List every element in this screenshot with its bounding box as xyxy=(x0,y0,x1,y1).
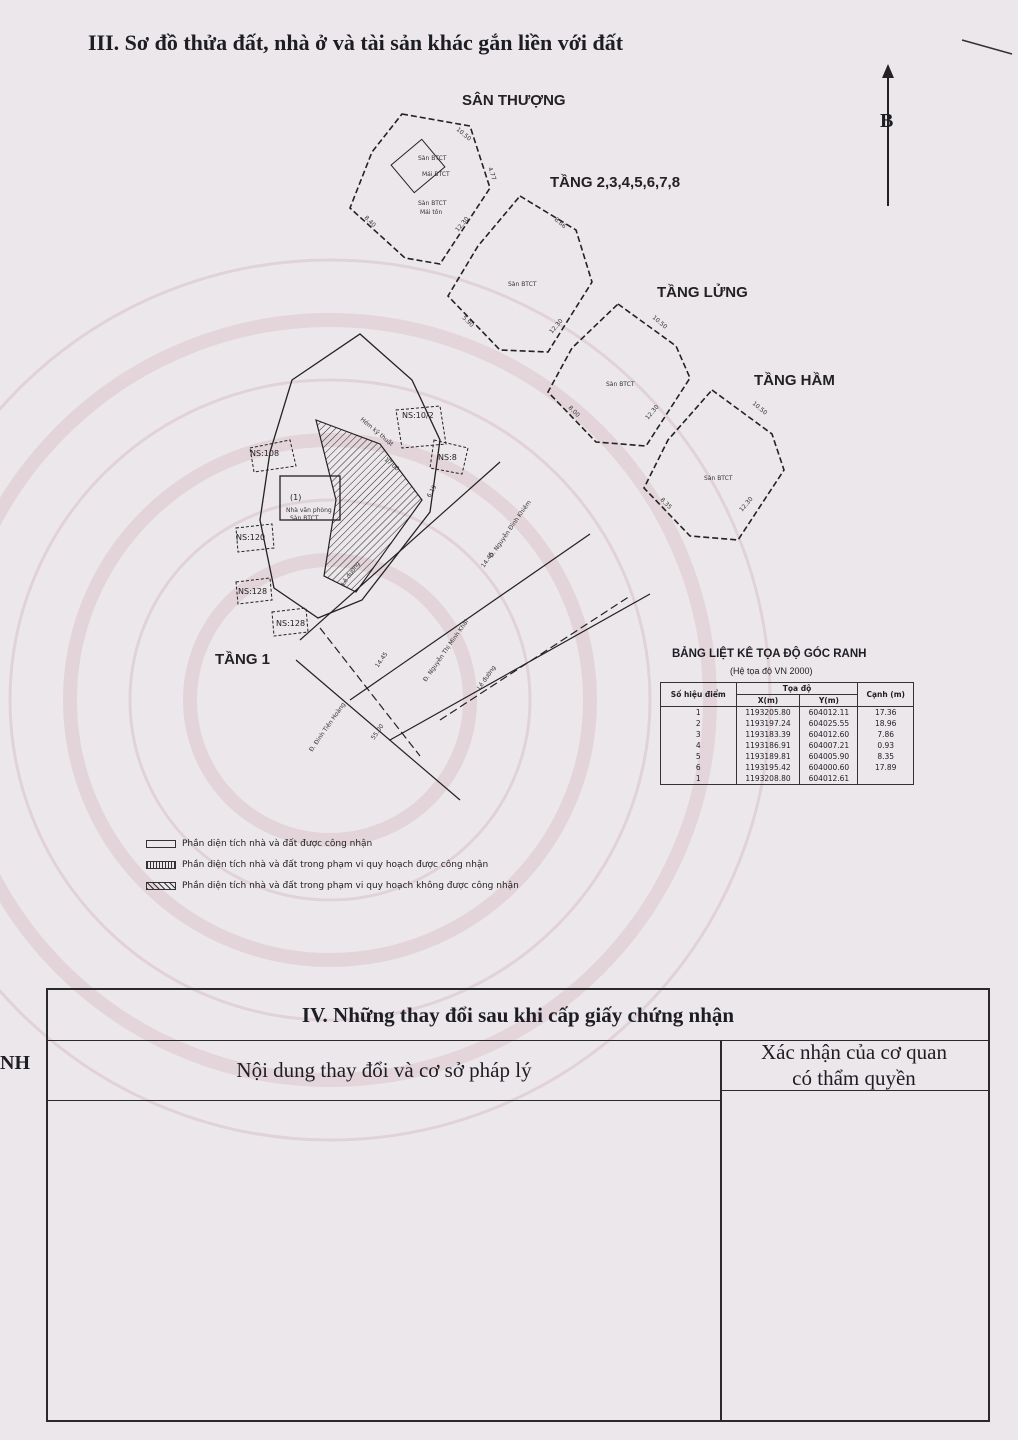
column-change-content: Nội dung thay đổi và cơ sở pháp lý xyxy=(48,1040,720,1101)
street-nguyen-thi-minh-khai: Đ. Nguyễn Thị Minh Khai xyxy=(421,618,471,684)
side-fragment-text: NH xyxy=(0,1052,30,1074)
section-4-title: IV. Những thay đổi sau khi cấp giấy chứng nhận xyxy=(48,990,988,1041)
neighbour-8: NS:8 xyxy=(438,453,457,462)
alley-label: Hẻm kỹ thuật xyxy=(358,416,395,448)
table-row: 6 1193195.42 604000.60 17.89 xyxy=(661,762,914,773)
road-edge-label: Lề đường xyxy=(339,560,362,588)
coord-header-x: X(m) xyxy=(736,695,800,707)
dim-label: 17.00 xyxy=(382,456,401,473)
dim-label: 5.90 xyxy=(460,314,475,329)
rooftop-roof-btct-text: Mái BTCT xyxy=(422,171,450,178)
floor-label-upper: TẦNG 2,3,4,5,6,7,8 xyxy=(550,174,681,191)
street-nguyen-dinh-khiem: Đ. Nguyễn Đình Khiêm xyxy=(487,499,533,560)
legend xyxy=(146,833,519,896)
coord-table-title: BẢNG LIỆT KÊ TỌA ĐỘ GÓC RANH xyxy=(672,648,867,660)
table-row: 4 1193186.91 604007.21 0.93 xyxy=(661,740,914,751)
neighbour-128a: NS:128 xyxy=(238,587,268,596)
basement-floor-text: Sàn BTCT xyxy=(704,475,733,482)
dim-label: 12.30 xyxy=(738,495,755,514)
coord-table xyxy=(660,682,914,785)
mezzanine-plan xyxy=(548,304,690,446)
coord-header-point: Số hiệu điểm xyxy=(661,683,737,707)
dim-label: 8.00 xyxy=(566,404,581,419)
neighbour-108: NS:108 xyxy=(250,449,280,458)
section-3-title: III. Sơ đồ thửa đất, nhà ở và tài sản khác gắn liền với đất xyxy=(88,30,624,55)
dim-label: 8.40 xyxy=(362,214,377,229)
office-label: Nhà văn phòng xyxy=(286,507,332,514)
coord-header-coords: Tọa độ xyxy=(736,683,858,695)
column-authority-confirmation xyxy=(720,1040,988,1091)
floor-label-basement: TẦNG HẦM xyxy=(754,372,835,389)
section-4-table xyxy=(46,988,990,1422)
parcel-number: (1) xyxy=(290,493,302,502)
rooftop-floor-text-2: Sàn BTCT xyxy=(418,200,447,207)
column-divider xyxy=(720,1040,722,1420)
legend-swatch-vertical-hatch xyxy=(146,861,176,869)
column-authority-line-2: có thẩm quyền xyxy=(792,1066,916,1090)
dim-label: 12.30 xyxy=(454,215,471,234)
dim-label: 6.19 xyxy=(425,483,439,499)
coord-header-edge: Cạnh (m) xyxy=(858,683,914,707)
road-edge-label-2: Lề đường xyxy=(475,664,498,692)
dim-label: 14.45 xyxy=(479,551,496,570)
table-row: 3 1193183.39 604012.60 7.86 xyxy=(661,729,914,740)
legend-item: Phần diện tích nhà và đất được công nhận xyxy=(146,833,519,854)
dim-label: 55.00 xyxy=(369,723,386,742)
dim-label: 8.66 xyxy=(552,216,568,231)
north-label: B xyxy=(880,110,894,132)
floor-label-ground: TẦNG 1 xyxy=(215,651,271,668)
floor-label-mezzanine: TẦNG LỬNG xyxy=(657,284,748,301)
column-authority-line-1: Xác nhận của cơ quan xyxy=(760,1040,948,1064)
table-row: 1 1193208.80 604012.61 xyxy=(661,773,914,785)
table-row: 5 1193189.81 604005.90 8.35 xyxy=(661,751,914,762)
rooftop-roof-tole-text: Mái tôn xyxy=(420,209,443,216)
upper-floor-text: Sàn BTCT xyxy=(508,281,537,288)
coord-table-subtitle: (Hệ tọa độ VN 2000) xyxy=(730,666,813,676)
legend-swatch-diagonal-hatch xyxy=(146,882,176,890)
legend-item: Phần diện tích nhà và đất trong phạm vi quy hoạch không được công nhận xyxy=(146,875,519,896)
dim-label: 12.30 xyxy=(548,317,565,336)
dim-label: 10.50 xyxy=(454,126,473,143)
dim-label: 14.45 xyxy=(373,651,390,670)
mezzanine-floor-text: Sàn BTCT xyxy=(606,381,635,388)
floor-label-rooftop: SÂN THƯỢNG xyxy=(462,92,566,109)
table-row: 2 1193197.24 604025.55 18.96 xyxy=(661,718,914,729)
dim-label: 4.77 xyxy=(486,166,498,182)
rooftop-floor-text: Sàn BTCT xyxy=(418,155,447,162)
dim-label: 8.35 xyxy=(658,496,673,511)
dim-label: 12.30 xyxy=(644,403,661,422)
street-dinh-tien-hoang: Đ. Đinh Tiên Hoàng xyxy=(307,701,348,754)
coord-header-y: Y(m) xyxy=(800,695,858,707)
neighbour-128b: NS:128 xyxy=(276,619,306,628)
neighbour-120: NS:120 xyxy=(236,533,266,542)
legend-swatch-plain xyxy=(146,840,176,848)
neighbour-102: NS:10/2 xyxy=(402,411,434,420)
dim-label: 10.50 xyxy=(650,314,669,331)
dim-label: 10.50 xyxy=(750,400,769,417)
table-row: 1 1193205.80 604012.11 17.36 xyxy=(661,707,914,719)
office-floor-label: Sàn BTCT xyxy=(290,515,319,522)
legend-item: Phần diện tích nhà và đất trong phạm vi quy hoạch được công nhận xyxy=(146,854,519,875)
